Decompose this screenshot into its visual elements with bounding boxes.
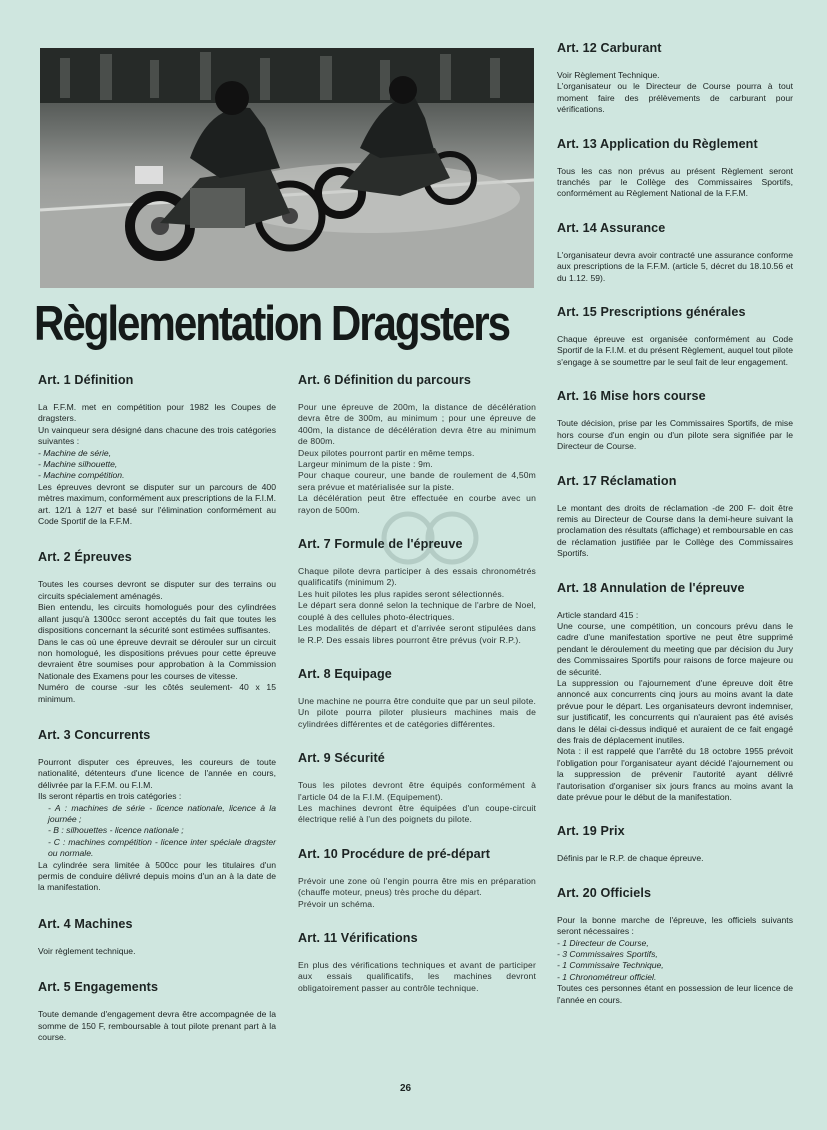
article-heading: Art. 14 Assurance [557,220,666,235]
article-paragraph: Ils seront répartis en trois catégories : [38,791,182,802]
article-paragraph: Numéro de course -sur les côtés seulement- 40 x 15 minimum. [38,682,276,704]
column-middle [298,372,536,994]
article-paragraph: Prévoir une zone où l'engin pourra être mis en préparation (chauffe moteur, pneus) très proche du départ. [298,875,536,898]
article-paragraph: Les épreuves devront se disputer sur un parcours de 400 mètres maximum, conformément aux prescriptions de la F.I.M. art. 12/1 à 12/7 et basé sur l'élimination conformément au Code Sportif de la F.F.M. [38,481,276,527]
article-paragraph: Pourront disputer ces épreuves, les coureurs de toute nationalité, détenteurs d'une licence de l'année en cours, délivrée par la F.F.M. ou F.I.M. [38,756,276,790]
article-paragraph: Toute demande d'engagement devra être accompagnée de la somme de 150 F, remboursable à tout pilote prenant part à la course. [38,1009,276,1043]
article-section [557,136,793,200]
article-body [38,757,276,894]
article-body [557,334,793,368]
dragster-race-photo [40,48,534,288]
article-body [557,853,793,864]
article-body [298,696,536,730]
article-heading: Art. 3 Concurrents [38,727,151,742]
article-section [557,473,793,560]
article-paragraph: - Machine compétition. [38,470,125,481]
article-heading: Art. 15 Prescriptions générales [557,305,746,320]
article-paragraph: Pour une épreuve de 200m, la distance de décélération devra être de 300m, au minimum ; pour une épreuve de 400m, la distance de décélération devra être au minimum de 800m. [298,402,536,447]
article-paragraph: La cylindrée sera limitée à 500cc pour les titulaires d'un permis de conduire délivré depuis moins d'un an à la date de la manifestation. [38,859,276,893]
article-body [298,402,536,516]
article-paragraph: - Machine silhouette, [38,459,118,470]
article-section [38,727,276,894]
article-paragraph: La suppression ou l'ajournement d'une épreuve doit être annoncé aux concurrents cinq jours au moins avant la date prévue pour le départ. Les organisateurs devront indemniser, sur justificatif, les concurrents qui n'auraient pas été avisés dans le délai ci-dessus indiqué et auraient de ce fait engagé des frais de déplacement inutiles. [557,677,793,745]
article-paragraph: Pour chaque coureur, une bande de roulement de 4,50m sera prévue et matérialisée sur la piste. [298,470,536,492]
article-section [557,388,793,452]
article-body [298,566,536,646]
article-paragraph: Le montant des droits de réclamation -de 200 F- doit être remis au Directeur de Course dans la demi-heure suivant la proclamation des résultats (affichage) et remboursable en cas de réclamation justifiée par le Collège des Commissaires Sportifs. [557,502,793,559]
article-heading: Art. 8 Equipage [298,666,392,681]
article-section [298,536,536,646]
article-body [38,946,276,957]
column-right [557,40,793,1006]
article-section [298,372,536,516]
article-section [298,930,536,994]
article-paragraph: - 1 Commissaire Technique, [557,960,664,971]
article-body [298,780,536,826]
article-paragraph: Article standard 415 : [557,609,639,620]
article-body [557,166,793,200]
article-section [298,666,536,730]
article-paragraph: Toute décision, prise par les Commissaires Sportifs, de mise hors course d'un engin ou d'un pilote sera signifiée par le Directeur de Course. [557,418,793,452]
article-paragraph: Le départ sera donné selon la technique de l'arbre de Noel, couplé à des cellules photo-électriques. [298,600,536,622]
article-heading: Art. 4 Machines [38,916,133,931]
article-heading: Art. 10 Procédure de pré-départ [298,846,491,861]
article-paragraph: Les machines devront être équipées d'un coupe-circuit électrique relié à l'un des poignets du pilote. [298,802,536,825]
article-body [38,579,276,704]
article-paragraph: Largeur minimum de la piste : 9m. [298,459,433,470]
article-heading: Art. 1 Définition [38,373,134,387]
article-paragraph: Tous les cas non prévus au présent Règlement seront tranchés par le Collège des Commissaires Sportifs, conformément au Règlement National de la F.F.M. [557,165,793,199]
article-body [38,402,276,527]
article-heading: Art. 13 Application du Règlement [557,136,758,151]
article-paragraph: Bien entendu, les circuits homologués pour des cylindrées allant jusqu'à 1300cc seront acceptés du fait que toutes les dispositions concernant la sécurité sont estimées suffisantes. [38,602,276,636]
article-paragraph: Une course, une compétition, un concours prévu dans le cadre d'une manifestation sportive ne peut être supprimé pendant le déroulement du meeting que par décision du Jury des Commissaires Sportifs pour raisons de force majeure ou de sécurité. [557,620,793,677]
article-paragraph: - A : machines de série - licence nationale, licence à la journée ; [48,802,276,824]
article-body [557,503,793,560]
article-heading: Art. 16 Mise hors course [557,389,706,404]
article-section [557,823,793,864]
page-number: 26 [400,1083,412,1094]
article-section [298,846,536,910]
article-paragraph: Voir règlement technique. [38,945,136,956]
article-paragraph: - C : machines compétition - licence inter spéciale dragster ou normale. [48,836,276,859]
article-heading: Art. 18 Annulation de l'épreuve [557,580,745,595]
article-paragraph: En plus des vérifications techniques et avant de participer aux essais qualificatifs, les machines devront obligatoirement passer au contrôle technique. [298,959,536,993]
article-section [557,580,793,804]
article-paragraph: - 3 Commissaires Sportifs, [557,949,658,960]
article-heading: Art. 11 Vérifications [298,930,418,945]
article-paragraph: Nota : il est rappelé que l'arrêté du 18 octobre 1955 prévoit l'obligation pour l'organisateur ayant décidé l'ajournement ou la suppression de prévenir l'autorité ayant délivré l'autorisation d'organiser six jours francs au moins avant la date prévue pour le début de la manifestation. [557,746,793,803]
article-paragraph: La F.F.M. met en compétition pour 1982 les Coupes de dragsters. [38,402,276,424]
article-body [38,1009,276,1043]
article-body [298,960,536,994]
article-heading: Art. 12 Carburant [557,41,662,55]
article-paragraph: Chaque épreuve est organisée conformément au Code Sportif de la F.I.M. et du présent Règlement, auquel tout pilote s'engage à se soumettre par le seul fait de leur engagement. [557,334,793,367]
article-heading: Art. 7 Formule de l'épreuve [298,537,463,552]
article-paragraph: Les modalités de départ et d'arrivée seront stipulées dans le R.P. Des essais libres pourront être prévus (voir R.P.). [298,623,536,645]
article-section [557,220,793,284]
article-heading: Art. 17 Réclamation [557,473,677,488]
article-section [38,979,276,1043]
article-body [557,70,793,116]
article-body [557,915,793,1006]
article-paragraph: - Machine de série, [38,447,112,458]
article-section [557,40,793,116]
article-section [38,549,276,704]
article-paragraph: Une machine ne pourra être conduite que par un seul pilote. Un pilote pourra piloter plusieurs machines mais de cylindrées différentes et de catégories différentes. [298,695,536,729]
article-heading: Art. 20 Officiels [557,885,652,900]
article-body [557,610,793,804]
article-paragraph: L'organisateur devra avoir contracté une assurance conforme aux prescriptions de la F.F.M. (article 5, décret du 18.10.56 et du 1.12. 59). [557,249,793,283]
article-paragraph: La décélération peut être effectuée en courbe avec un rayon de 500m. [298,493,536,515]
article-heading: Art. 6 Définition du parcours [298,373,471,387]
article-body [298,876,536,910]
article-paragraph: Deux pilotes pourront partir en même temps. [298,447,475,458]
article-section [38,372,276,527]
article-paragraph: Chaque pilote devra participer à des essais chronométrés qualificatifs (minimum 2). [298,566,536,588]
article-paragraph: Les huit pilotes les plus rapides seront sélectionnés. [298,588,505,599]
article-paragraph: Définis par le R.P. de chaque épreuve. [557,853,704,864]
article-paragraph: - 1 Chronométreur officiel. [557,971,657,982]
article-heading: Art. 2 Épreuves [38,550,132,565]
article-paragraph: Prévoir un schéma. [298,898,375,909]
article-body [557,250,793,284]
article-section [557,885,793,1006]
article-heading: Art. 9 Sécurité [298,751,385,766]
article-paragraph: Tous les pilotes devront être équipés conformément à l'article 04 de la F.I.M. (Equipement). [298,780,536,802]
page-title: Règlementation Dragsters [34,297,510,351]
article-paragraph: Dans le cas où une épreuve devrait se dérouler sur un circuit non homologué, les dispositions prévues pour cette épreuve devraient être soumises pour approbation à la Commission Nationale des Examens pour les courses de vitesse. [38,636,276,681]
article-paragraph: L'organisateur ou le Directeur de Course pourra à tout moment faire des prélèvements de carburant pour vérifications. [557,81,793,115]
article-paragraph: Un vainqueur sera désigné dans chacune des trois catégories suivantes : [38,424,276,447]
column-left [38,372,276,1043]
article-paragraph: Pour la bonne marche de l'épreuve, les officiels suivants seront nécessaires : [557,914,793,937]
article-paragraph: - 1 Directeur de Course, [557,937,649,948]
article-paragraph: - B : silhouettes - licence nationale ; [48,825,184,836]
article-section [38,916,276,957]
article-section [298,750,536,826]
article-section [557,304,793,368]
article-heading: Art. 5 Engagements [38,980,159,995]
article-paragraph: Toutes les courses devront se disputer sur des terrains ou circuits spécialement aménagés. [38,579,276,601]
article-paragraph: Voir Règlement Technique. [557,70,660,80]
article-heading: Art. 19 Prix [557,824,625,839]
article-paragraph: Toutes ces personnes étant en possession de leur licence de l'année en cours. [557,983,793,1005]
article-body [557,418,793,452]
